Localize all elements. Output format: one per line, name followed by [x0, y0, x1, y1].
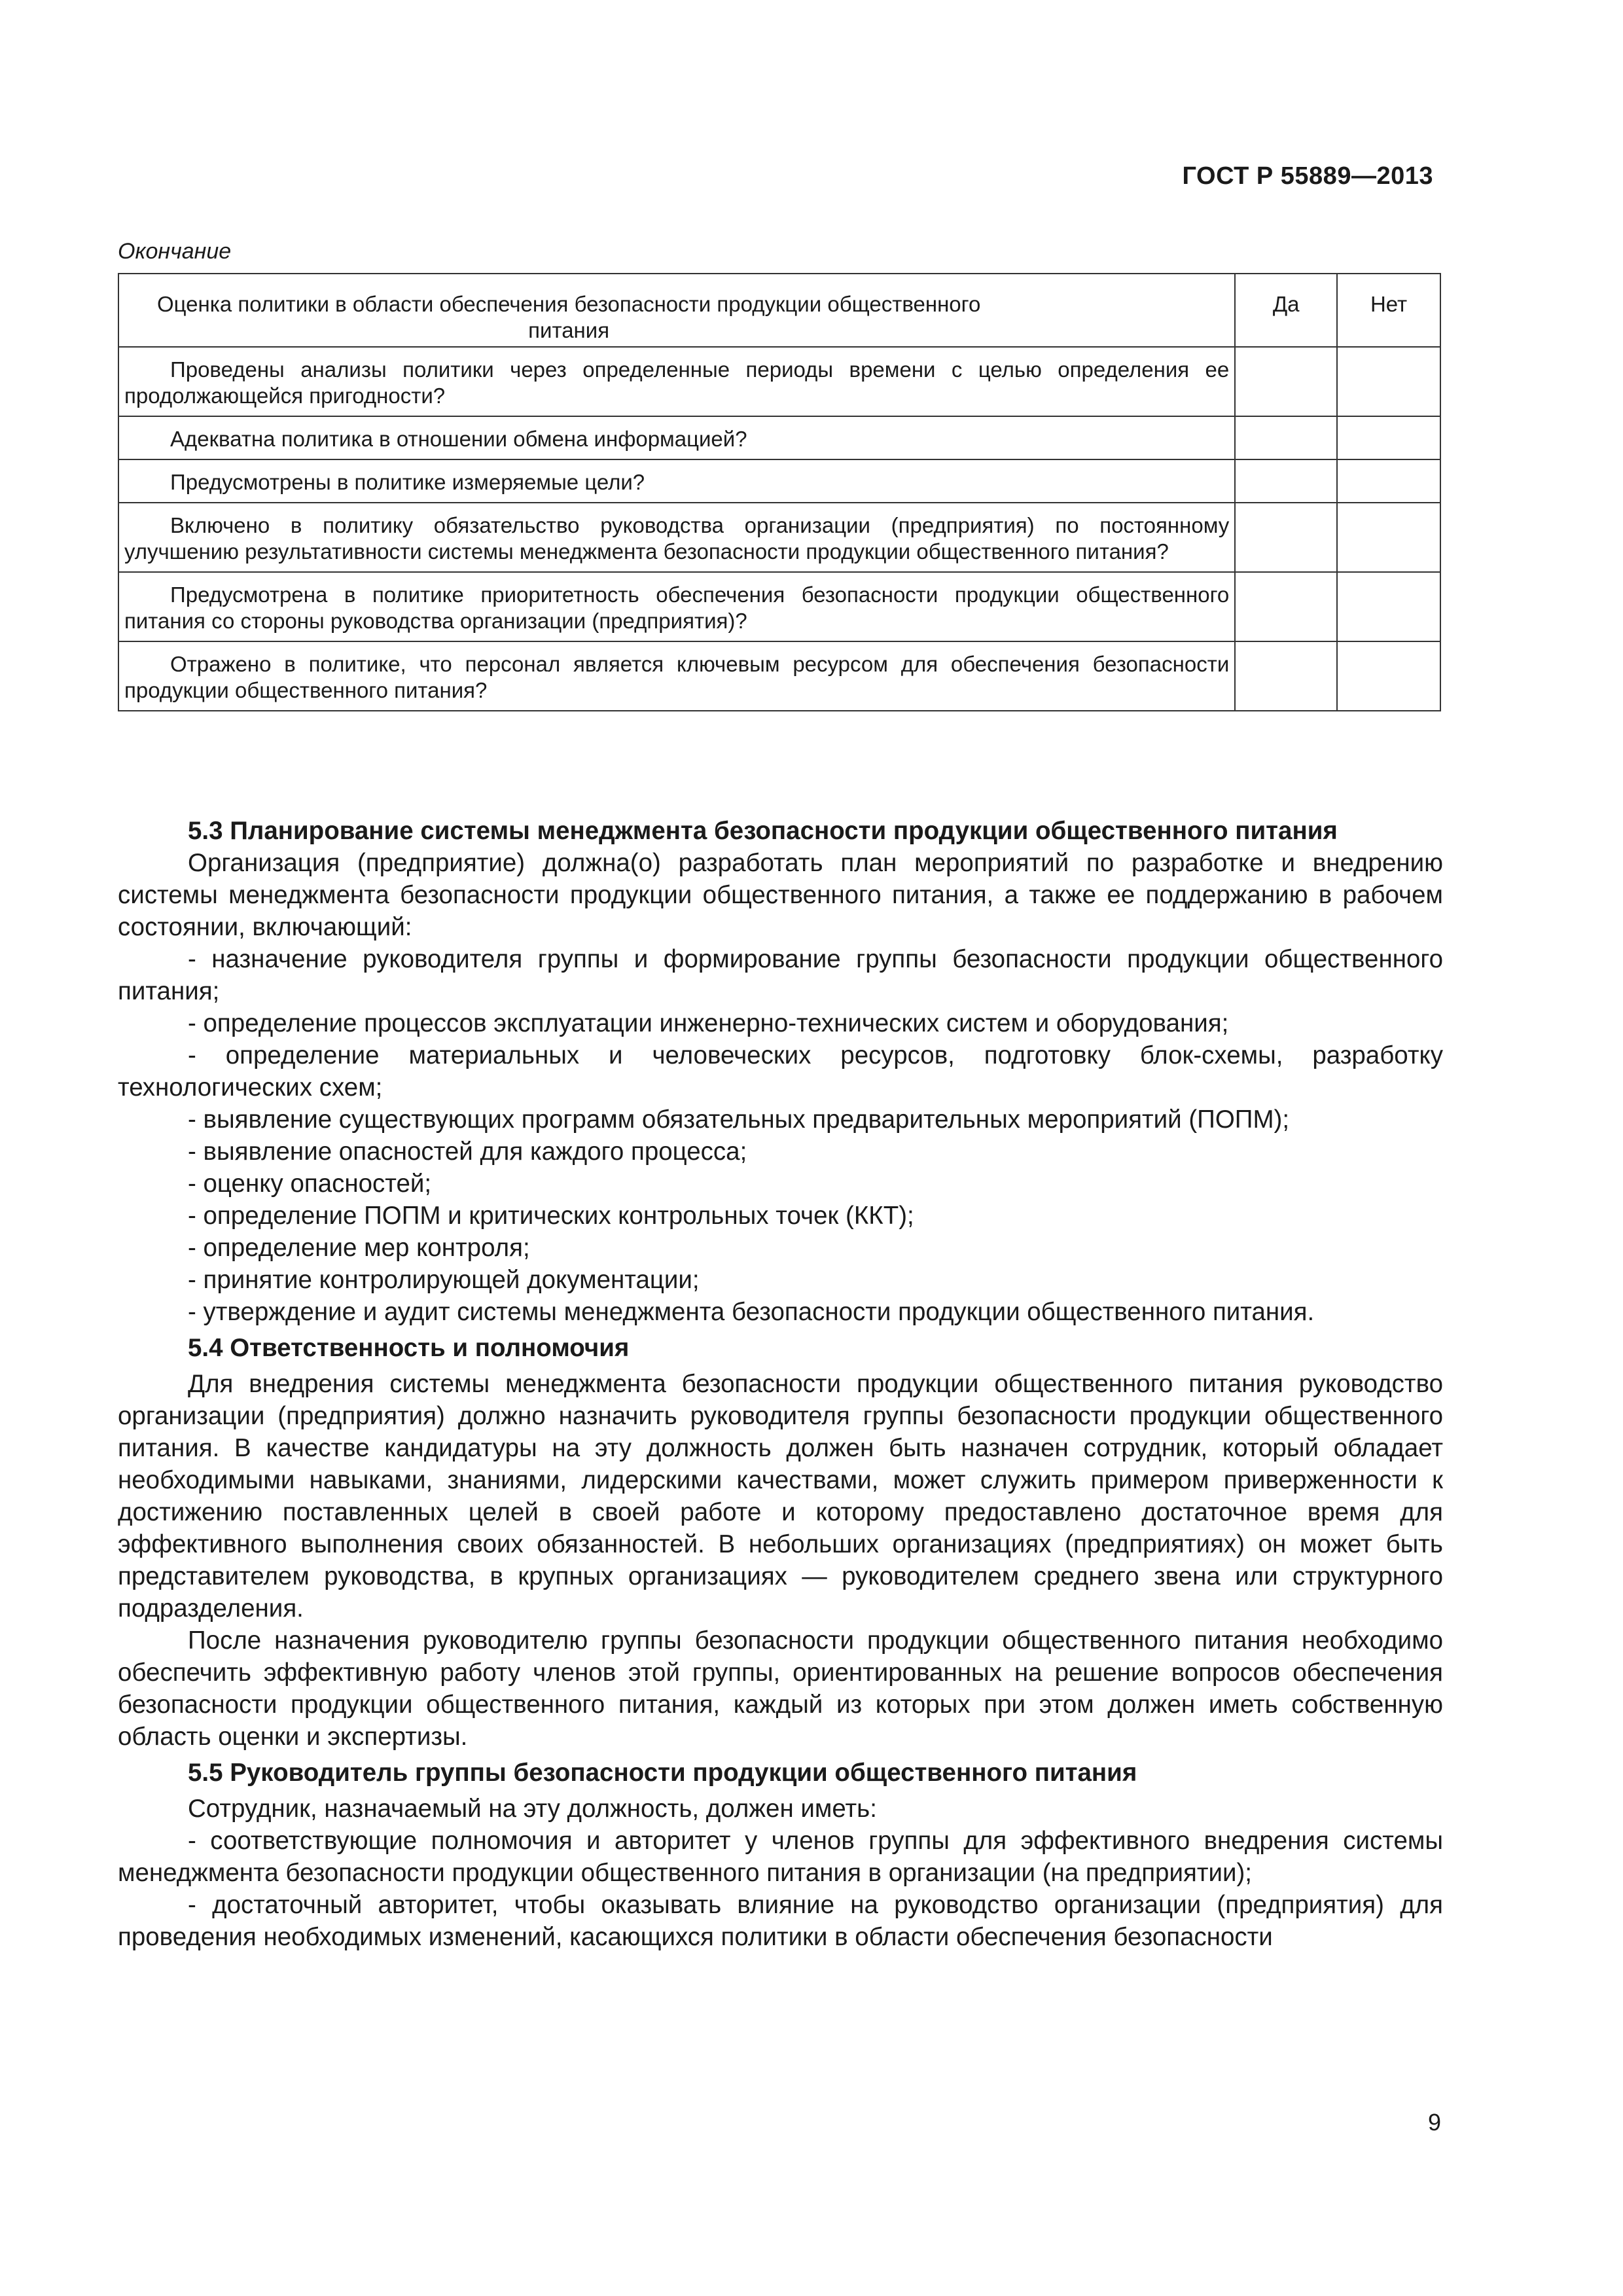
list-item: - выявление существующих программ обязательных предварительных мероприятий (ПОПМ); [188, 1105, 1290, 1134]
table-row [118, 572, 1440, 641]
section-heading-5-4: 5.4 Ответственность и полномочия [188, 1334, 630, 1362]
no-cell [1337, 416, 1440, 459]
table-row [118, 416, 1440, 459]
no-cell [1337, 347, 1440, 416]
yes-cell [1235, 503, 1337, 572]
question-cell: Проведены анализы политики через определенные периоды времени с целью определения ее продолжающейся пригодности? [118, 347, 1235, 416]
yes-cell [1235, 641, 1337, 711]
column-header-no: Нет [1337, 274, 1440, 347]
yes-cell [1235, 347, 1337, 416]
question-cell: Предусмотрены в политике измеряемые цели? [118, 459, 1235, 503]
no-cell [1337, 641, 1440, 711]
table-row [118, 459, 1440, 503]
list-item: - определение мер контроля; [188, 1234, 530, 1262]
list-item: - определение ПОПМ и критических контрольных точек (ККТ); [188, 1202, 914, 1230]
column-header-yes: Да [1235, 274, 1337, 347]
list-item: - определение процессов эксплуатации инженерно-технических систем и оборудования; [188, 1009, 1229, 1037]
document-code: ГОСТ Р 55889—2013 [1182, 162, 1433, 190]
paragraph: После назначения руководителю группы безопасности продукции общественного питания необходимо обеспечить эффективную работу членов этой группы, ориентированных на решение вопросов обеспечения безопасности продукции общественного питания, каждый из которых при этом должен иметь собственную область оценки и экспертизы. [118, 1626, 1443, 1751]
question-cell: Предусмотрена в политике приоритетность обеспечения безопасности продукции общественного питания со стороны руководства организации (предприятия)? [118, 572, 1235, 641]
question-cell: Включено в политику обязательство руководства организации (предприятия) по постоянному улучшению результативности системы менеджмента безопасности продукции общественного питания? [118, 503, 1235, 572]
no-cell [1337, 459, 1440, 503]
no-cell [1337, 572, 1440, 641]
question-cell: Отражено в политике, что персонал является ключевым ресурсом для обеспечения безопасности продукции общественного питания? [118, 641, 1235, 711]
yes-cell [1235, 459, 1337, 503]
document-body [118, 815, 1443, 1953]
paragraph: Для внедрения системы менеджмента безопасности продукции общественного питания руководство организации (предприятия) должно назначить руководителя группы безопасности продукции общественного питания. В качестве кандидатуры на эту должность должен быть назначен сотрудник, который обладает необходимыми навыками, знаниями, лидерскими качествами, может служить примером приверженности к достижению поставленных целей в своей работе и которому предоставлено достаточное время для эффективного выполнения своих обязанностей. В небольших организациях (предприятиях) он может быть представителем руководства, в крупных организациях — руководителем среднего звена или структурного подразделения. [118, 1370, 1443, 1623]
question-cell: Адекватна политика в отношении обмена информацией? [118, 416, 1235, 459]
table-row [118, 347, 1440, 416]
yes-cell [1235, 572, 1337, 641]
list-item: - принятие контролирующей документации; [188, 1266, 700, 1294]
page-number: 9 [1427, 2109, 1441, 2136]
no-cell [1337, 503, 1440, 572]
section-heading-5-5: 5.5 Руководитель группы безопасности продукции общественного питания [188, 1759, 1137, 1787]
table-header-row [118, 274, 1440, 347]
section-5-5-intro: Сотрудник, назначаемый на эту должность, должен иметь: [188, 1795, 877, 1823]
list-item: - назначение руководителя группы и формирование группы безопасности продукции общественного питания; [118, 945, 1443, 1005]
yes-cell [1235, 416, 1337, 459]
list-item: - выявление опасностей для каждого процесса; [188, 1138, 747, 1166]
section-heading-5-3: 5.3 Планирование системы менеджмента безопасности продукции общественного питания [188, 817, 1338, 845]
table-row [118, 503, 1440, 572]
list-item: - оценку опасностей; [188, 1170, 432, 1198]
section-5-3-intro: Организация (предприятие) должна(о) разработать план мероприятий по разработке и внедрению системы менеджмента безопасности продукции общественного питания, а также ее поддержанию в рабочем состоянии, включающий: [118, 849, 1443, 941]
list-item: - утверждение и аудит системы менеджмента безопасности продукции общественного питания. [188, 1298, 1315, 1326]
table-row [118, 641, 1440, 711]
policy-evaluation-table [118, 273, 1441, 711]
list-item: - определение материальных и человеческих ресурсов, подготовку блок-схемы, разработку технологических схем; [118, 1041, 1443, 1102]
table-caption: Окончание [118, 239, 232, 264]
column-header-question: Оценка политики в области обеспечения безопасности продукции общественного питания [118, 274, 1235, 347]
list-item: - соответствующие полномочия и авторитет у членов группы для эффективного внедрения системы менеджмента безопасности продукции общественного питания в организации (на предприятии); [118, 1827, 1443, 1887]
list-item: - достаточный авторитет, чтобы оказывать влияние на руководство организации (предприятия) для проведения необходимых изменений, касающихся политики в области обеспечения безопасности [118, 1891, 1443, 1951]
